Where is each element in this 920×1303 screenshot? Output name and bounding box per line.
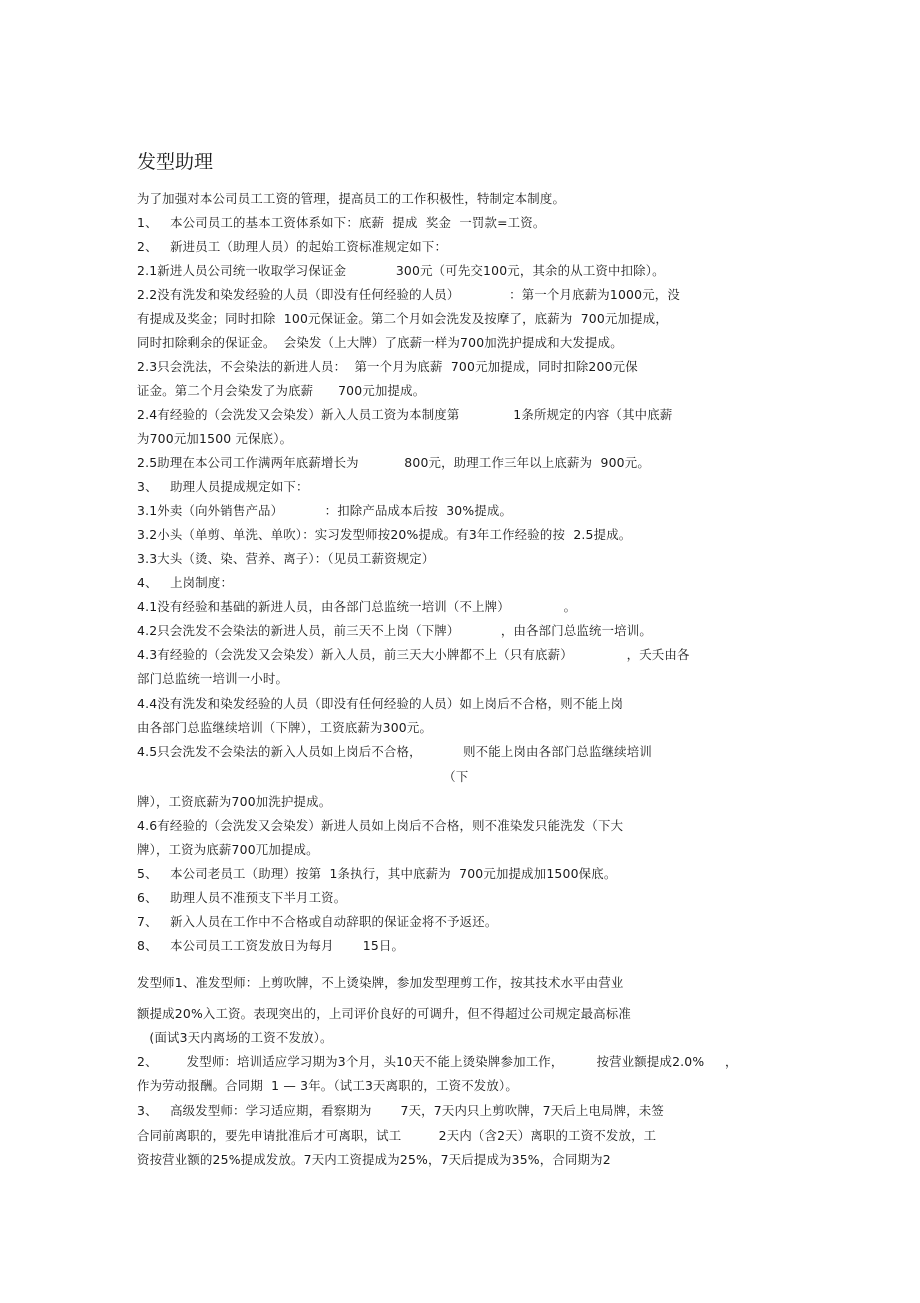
text-line: 5、 本公司老员工（助理）按第 1条执行，其中底薪为 700元加提成加1500保底。 [137,866,617,881]
text-line: 作为劳动报酬。合同期 1 — 3年。（试工3天离职的，工资不发放）。 [137,1078,518,1093]
text-line: 4.6有经验的（会洗发又会染发）新进人员如上岗后不合格，则不准染发只能洗发（下大 [137,818,624,833]
text-line: (面试3天内离场的工资不发放）。 [137,1030,333,1045]
text-line: 4.4没有洗发和染发经验的人员（即没有任何经验的人员）如上岗后不合格，则不能上岗 [137,696,624,711]
text-line: （下 [137,769,469,784]
text-line: 为了加强对本公司员工工资的管理，提高员工的工作积极性，特制定本制度。 [137,191,566,206]
text-line: 3、 助理人员提成规定如下： [137,479,309,494]
text-line: 6、 助理人员不准预支下半月工资。 [137,890,347,905]
text-line: 4.5只会洗发不会染法的新入人员如上岗后不合格， 则不能上岗由各部门总监继续培训 [137,744,652,759]
text-line: 由各部门总监继续培训（下牌），工资底薪为300元。 [137,720,433,735]
text-line: 8、 本公司员工工资发放日为每月 15日。 [137,938,405,953]
text-line: 2.3只会洗法，不会染法的新进人员： 第一个月为底薪 700元加提成，同时扣除200元保 [137,359,638,374]
text-line: 7、 新入人员在工作中不合格或自动辞职的保证金将不予返还。 [137,914,498,929]
text-line: 合同前离职的，要先申请批准后才可离职，试工 2天内（含2天）离职的工资不发放，工 [137,1128,657,1143]
text-line: 1、 本公司员工的基本工资体系如下：底薪 提成 奖金 一罚款=工资。 [137,215,546,230]
text-line: 证金。第二个月会染发了为底薪 700元加提成。 [137,383,426,398]
text-line: 部门总监统一培训一小时。 [137,671,289,686]
text-line: 牌），工资底薪为700加洗护提成。 [137,794,332,809]
text-line: 3、 高级发型师：学习适应期，看察期为 7天，7天内只上剪吹牌，7天后上电局牌，未签 [137,1103,664,1118]
text-line: 2、 发型师：培训适应学习期为3个月，头10天不能上烫染牌参加工作， 按营业额提成2.0% ， [137,1054,738,1069]
text-line: 资按营业额的25%提成发放。7天内工资提成为25%，7天后提成为35%，合同期为2 [137,1152,611,1167]
text-line: 为700元加1500 元保底）。 [137,431,293,446]
text-line: 2、 新进员工（助理人员）的起始工资标准规定如下： [137,239,448,254]
text-line: 4.3有经验的（会洗发又会染发）新入人员，前三天大小牌都不上（只有底薪） ，夭夭由各 [137,647,690,662]
text-line: 发型师1、准发型师：上剪吹牌，不上烫染牌，参加发型理剪工作，按其技术水平由营业 [137,975,624,990]
text-line: 2.5助理在本公司工作满两年底薪增长为 800元，助理工作三年以上底薪为 900元。 [137,455,650,470]
page-title: 发型助理 [137,151,214,173]
text-line: 4、 上岗制度： [137,575,234,590]
text-line: 4.2只会洗发不会染法的新进人员，前三天不上岗（下牌） ，由各部门总监统一培训。 [137,623,652,638]
text-line: 3.2小头（单剪、单洗、单吹）：实习发型师按20%提成。有3年工作经验的按 2.5提成。 [137,527,632,542]
text-line: 2.2没有洗发和染发经验的人员（即没有任何经验的人员） ：第一个月底薪为1000元，没 [137,287,680,302]
text-line: 3.1外卖（向外销售产品） ：扣除产品成本后按 30%提成。 [137,503,513,518]
text-line: 同时扣除剩余的保证金。 会染发（上大牌）了底薪一样为700加洗护提成和大发提成。 [137,335,623,350]
text-line: 2.4有经验的（会洗发又会染发）新入人员工资为本制度第 1条所规定的内容（其中底薪 [137,407,673,422]
text-line: 4.1没有经验和基础的新进人员，由各部门总监统一培训（不上牌） 。 [137,599,577,614]
text-line: 额提成20%入工资。表现突出的，上司评价良好的可调升，但不得超过公司规定最高标准 [137,1006,631,1021]
text-line: 2.1新进人员公司统一收取学习保证金 300元（可先交100元，其余的从工资中扣除）。 [137,263,665,278]
text-line: 3.3大头（烫、染、营养、离子）：（见员工薪资规定） [137,551,435,566]
text-line: 牌），工资为底薪700兀加提成。 [137,842,319,857]
text-line: 有提成及奖金；同时扣除 100元保证金。第二个月如会洗发及按摩了，底薪为 700元加提成， [137,311,668,326]
